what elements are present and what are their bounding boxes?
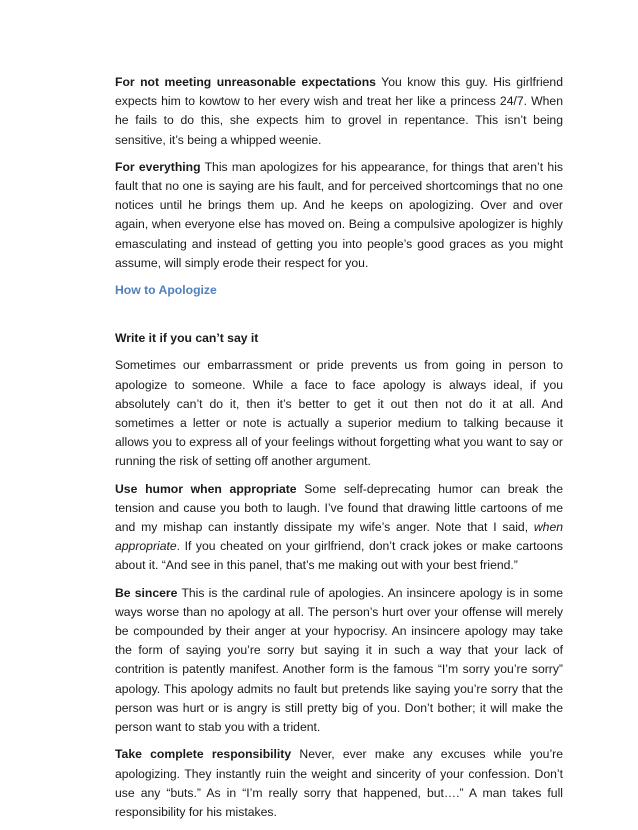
paragraph-emphasis: when appropriate	[115, 520, 563, 554]
paragraph-be-sincere	[115, 584, 563, 738]
paragraph-lead: For not meeting unreasonable expectations	[115, 75, 376, 89]
paragraph-lead: Be sincere	[115, 585, 178, 600]
paragraph-use-humor	[115, 480, 563, 576]
paragraph-write-it: Sometimes our embarrassment or pride prevents us from going in person to apologize to someone. While a face to face apology is always ideal, if you absolutely can’t do it, then it’s better to get it out then not do it at all. And sometimes a letter or note is actually a superior medium to talking because it allows you to express all of your feelings without forgetting what you want to say or running the risk of setting off another argument.	[115, 358, 563, 469]
document-page	[115, 73, 563, 830]
paragraph-text: This is the cardinal rule of apologies. An insincere apology is in some ways worse than no apology at all. The person’s hurt over your offense will merely be compounded by their anger at your hypocrisy. An insincere apology may take the form of saying you’re sorry but saying it in such a way that your lack of contrition is patently manifest. Another form is the famous “I’m sorry you’re sorry” apology. This apology admits no fault but pretends like saying you’re sorry that the person was hurt or is angry is still pretty big of you. Don’t bother; it will make the person want to stab you with a trident.	[115, 585, 564, 735]
subheading-write-it: Write it if you can’t say it	[115, 331, 259, 346]
paragraph-lead: Take complete responsibility	[115, 747, 292, 762]
paragraph-for-everything	[115, 158, 563, 273]
paragraph-lead: Use humor when appropriate	[115, 481, 297, 496]
paragraph-text: This man apologizes for his appearance, for things that aren’t his fault that no one is saying are his fault, and for perceived shortcomings that no one notices until he brings them up. And he keeps on apologizing. Over and over again, when everyone else has moved on. Being a compulsive apologizer is highly emasculating and instead of getting you into people’s good graces as you might assume, will simply erode their respect for you.	[115, 159, 563, 270]
paragraph-text-continued: . If you cheated on your girlfriend, don’t crack jokes or make cartoons about it. “And see in this panel, that’s me making out with your best friend.”	[115, 539, 563, 573]
paragraph-lead: For everything	[115, 159, 201, 174]
paragraph-unreasonable-expectations	[115, 73, 563, 150]
paragraph-take-responsibility	[115, 745, 563, 822]
section-heading-how-to-apologize: How to Apologize	[115, 283, 217, 298]
paragraph-text: You know this guy. His girlfriend expects him to kowtow to her every wish and treat her like a princess 24/7. When he fails to do this, she expects him to grovel in repentance. This isn’t being sensitive, it’s being a whipped weenie.	[115, 75, 563, 147]
paragraph-text: Never, ever make any excuses while you’re apologizing. They instantly ruin the weight and sincerity of your confession. Don’t use any “buts.” As in “I’m really sorry that happened, but….” A man takes full responsibility for his mistakes.	[115, 747, 564, 819]
paragraph-text: Some self-deprecating humor can break the tension and cause you both to laugh. I’ve found that drawing little cartoons of me and my mishap can instantly dissipate my wife’s anger. Note that I said,	[115, 481, 563, 535]
